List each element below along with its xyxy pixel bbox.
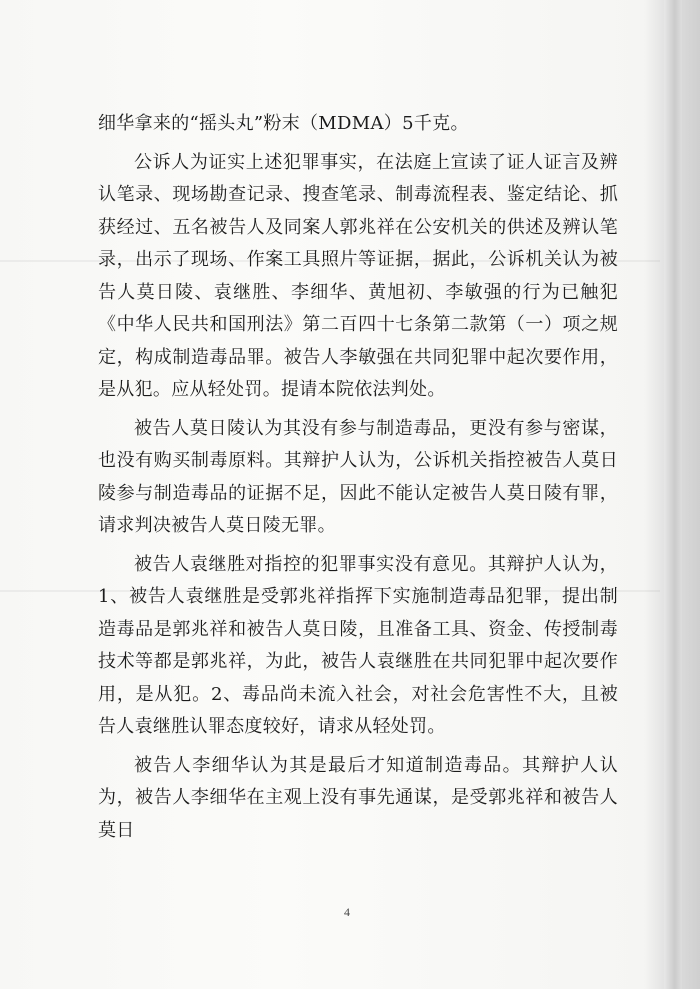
document-body bbox=[98, 108, 618, 853]
paragraph-continuation: 细华拿来的“摇头丸”粉末（MDMA）5千克。 bbox=[98, 113, 469, 134]
paragraph-prosecution-evidence: 公诉人为证实上述犯罪事实，在法庭上宣读了证人证言及辨认笔录、现场勘查记录、搜查笔录、制毒流程表、鉴定结论、抓获经过、五名被告人及同案人郭兆祥在公安机关的供述及辨认笔录，出示了现场、作案工具照片等证据，据此，公诉机关认为被告人莫日陵、袁继胜、李细华、黄旭初、李敏强的行为已触犯《中华人民共和国刑法》第二百四十七条第二款第（一）项之规定，构成制造毒品罪。被告人李敏强在共同犯罪中起次要作用，是从犯。应从轻处罚。提请本院依法判处。 bbox=[98, 151, 618, 400]
page-number: 4 bbox=[344, 905, 350, 919]
page-edge-shadow bbox=[664, 0, 682, 989]
paragraph-defendant-mo: 被告人莫日陵认为其没有参与制造毒品，更没有参与密谋，也没有购买制毒原料。其辩护人认为，公诉机关指控被告人莫日陵参与制造毒品的证据不足，因此不能认定被告人莫日陵有罪，请求判决被告人莫日陵无罪。 bbox=[98, 417, 618, 536]
paragraph-defendant-li: 被告人李细华认为其是最后才知道制造毒品。其辩护人认为，被告人李细华在主观上没有事先通谋，是受郭兆祥和被告人莫日 bbox=[98, 754, 618, 841]
paragraph-defendant-yuan: 被告人袁继胜对指控的犯罪事实没有意见。其辩护人认为，1、被告人袁继胜是受郭兆祥指挥下实施制造毒品犯罪，提出制造毒品是郭兆祥和被告人莫日陵，且准备工具、资金、传授制毒技术等都是郭兆祥，为此，被告人袁继胜在共同犯罪中起次要作用，是从犯。2、毒品尚未流入社会，对社会危害性不大，且被告人袁继胜认罪态度较好，请求从轻处罚。 bbox=[98, 553, 618, 737]
